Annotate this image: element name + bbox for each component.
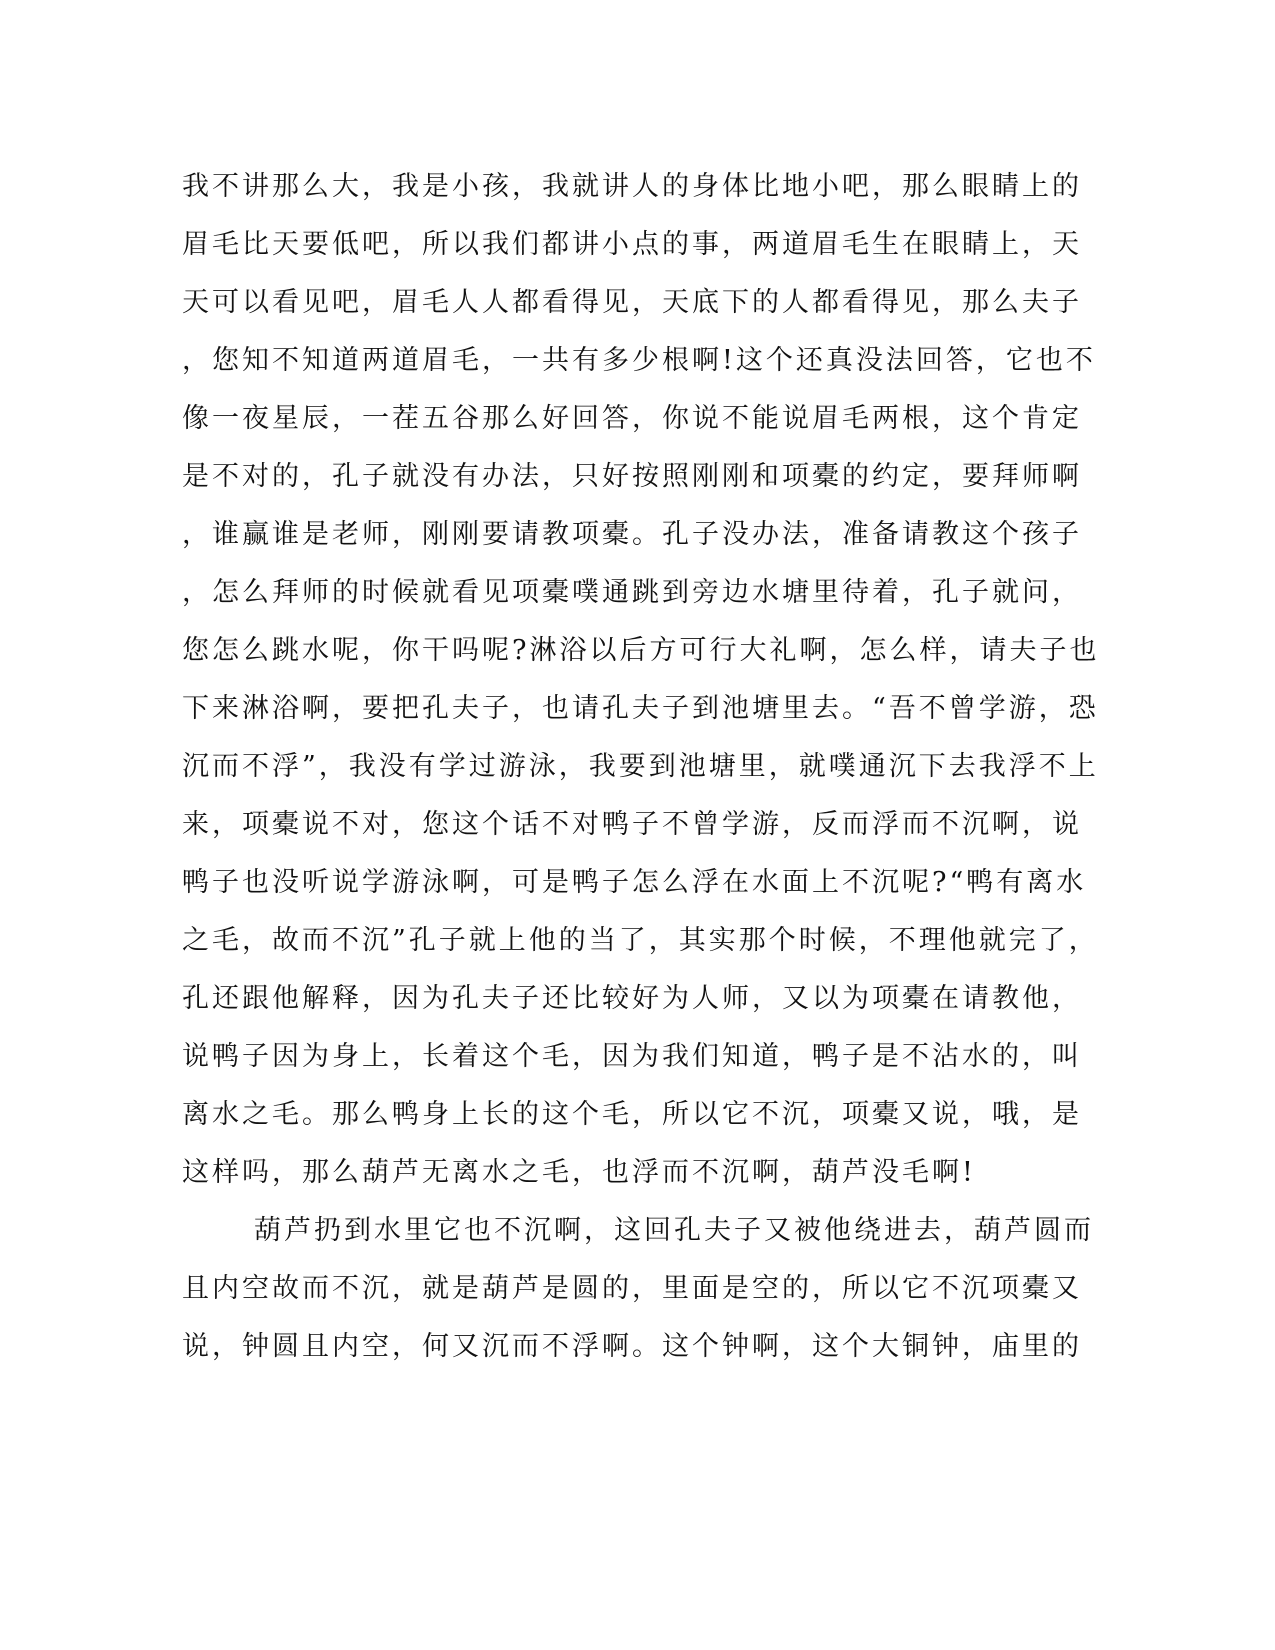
text-line: 眉毛比天要低吧，所以我们都讲小点的事，两道眉毛生在眼睛上，天 [182, 229, 1082, 260]
text-line: 您怎么跳水呢，你干吗呢?淋浴以后方可行大礼啊，怎么样，请夫子也 [182, 635, 1100, 666]
paragraph-2 [182, 1202, 1094, 1376]
text-line: ，谁赢谁是老师，刚刚要请教项橐。孔子没办法，准备请教这个孩子 [182, 519, 1082, 550]
text-line: 我不讲那么大，我是小孩，我就讲人的身体比地小吧，那么眼睛上的 [182, 171, 1082, 202]
text-line: 是不对的，孔子就没有办法，只好按照刚刚和项橐的约定，要拜师啊 [182, 461, 1082, 492]
text-line: 来，项橐说不对，您这个话不对鸭子不曾学游，反而浮而不沉啊，说 [182, 809, 1082, 840]
text-line: 说鸭子因为身上，长着这个毛，因为我们知道，鸭子是不沾水的，叫 [182, 1041, 1082, 1072]
text-line: 鸭子也没听说学游泳啊，可是鸭子怎么浮在水面上不沉呢?“鸭有离水 [182, 867, 1087, 898]
body-text [182, 158, 1100, 1376]
text-line: 这样吗，那么葫芦无离水之毛，也浮而不沉啊，葫芦没毛啊! [182, 1157, 976, 1188]
text-line: 沉而不浮”，我没有学过游泳，我要到池塘里，就噗通沉下去我浮不上 [182, 751, 1099, 782]
text-line: 天可以看见吧，眉毛人人都看得见，天底下的人都看得见，那么夫子 [182, 287, 1082, 318]
text-line: 说，钟圆且内空，何又沉而不浮啊。这个钟啊，这个大铜钟，庙里的 [182, 1331, 1082, 1362]
text-line: ，您知不知道两道眉毛，一共有多少根啊!这个还真没法回答，它也不 [182, 345, 1096, 376]
text-line: ，怎么拜师的时候就看见项橐噗通跳到旁边水塘里待着，孔子就问， [182, 577, 1082, 608]
paragraph-1 [182, 158, 1100, 1202]
text-line: 且内空故而不沉，就是葫芦是圆的，里面是空的，所以它不沉项橐又 [182, 1273, 1082, 1304]
text-line: 孔还跟他解释，因为孔夫子还比较好为人师，又以为项橐在请教他， [182, 983, 1082, 1014]
text-line-indented: 葫芦扔到水里它也不沉啊，这回孔夫子又被他绕进去，葫芦圆而 [254, 1215, 1094, 1246]
text-line: 下来淋浴啊，要把孔夫子，也请孔夫子到池塘里去。“吾不曾学游，恐 [182, 693, 1099, 724]
text-line: 离水之毛。那么鸭身上长的这个毛，所以它不沉，项橐又说，哦，是 [182, 1099, 1082, 1130]
text-line: 像一夜星辰，一茬五谷那么好回答，你说不能说眉毛两根，这个肯定 [182, 403, 1082, 434]
text-line: 之毛，故而不沉”孔子就上他的当了，其实那个时候，不理他就完了， [182, 925, 1099, 956]
